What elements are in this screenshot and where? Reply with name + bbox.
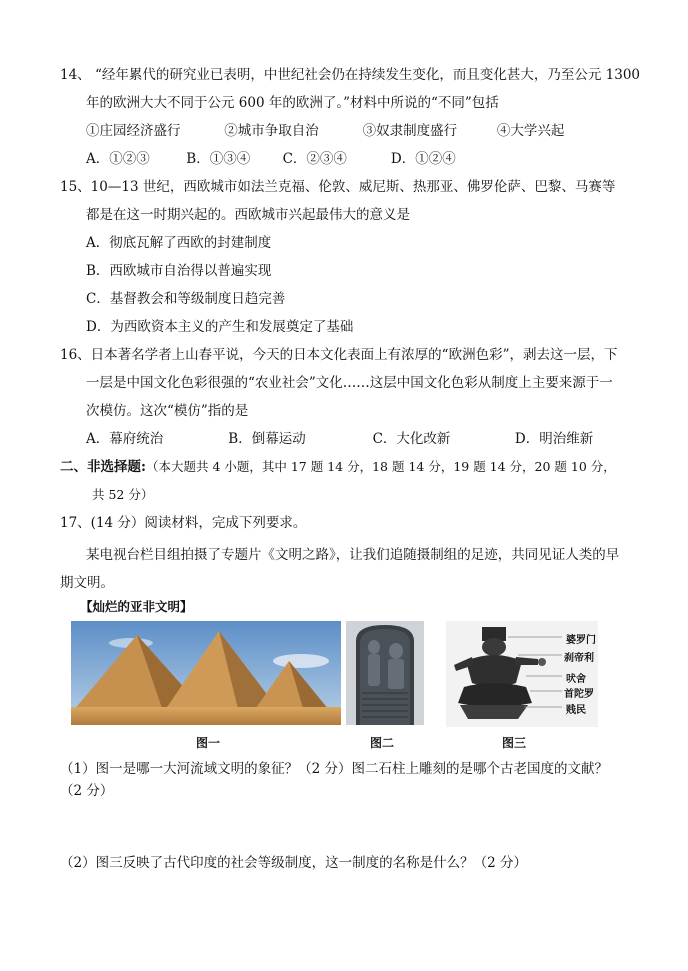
q16-stem-line3: 次模仿。这次“模仿”指的是 xyxy=(86,403,249,419)
q14-item-4: ④大学兴起 xyxy=(496,123,565,139)
figure-3-caption: 图三 xyxy=(502,736,527,750)
q16-option-c: C．大化改新 xyxy=(372,431,451,447)
q15-option-c: C．基督教会和等级制度日趋完善 xyxy=(86,291,286,307)
q14-option-c: C．②③④ xyxy=(282,151,347,167)
q15-stem-line1: 15、10—13 世纪，西欧城市如法兰克福、伦敦、威尼斯、热那亚、佛罗伦萨、巴黎、马赛等 xyxy=(60,179,616,195)
q14-item-3: ③奴隶制度盛行 xyxy=(362,123,458,139)
figure-2-stele-image xyxy=(346,621,424,725)
q15-option-a: A．彻底瓦解了西欧的封建制度 xyxy=(86,235,272,251)
q17-intro: 17、(14 分）阅读材料，完成下列要求。 xyxy=(60,515,307,531)
q15-stem-line2: 都是在这一时期兴起的。西欧城市兴起最伟大的意义是 xyxy=(86,207,410,223)
figure-2-caption: 图二 xyxy=(370,736,395,750)
caste-label-brahmin: 婆罗门 xyxy=(566,635,596,646)
q17-material-line2: 期文明。 xyxy=(60,575,114,591)
q17-section-title: 【灿烂的亚非文明】 xyxy=(80,599,193,614)
q16-option-a: A．幕府统治 xyxy=(86,431,164,447)
caste-label-shudra: 首陀罗 xyxy=(564,689,594,700)
q14-options xyxy=(86,150,456,168)
section2-heading: 二、非选择题: xyxy=(60,459,146,475)
q16-option-d: D．明治维新 xyxy=(514,431,594,447)
q14-option-b: B．①③④ xyxy=(186,151,251,167)
figure-1-caption: 图一 xyxy=(196,736,221,750)
section2-header xyxy=(60,458,616,476)
q16-options xyxy=(86,430,593,448)
q14-stem-line1: 14、 “经年累代的研究业已表明，中世纪社会仍在持续发生变化，而且变化甚大，乃至公元 1300 xyxy=(60,67,641,83)
q14-option-d: D．①②④ xyxy=(390,151,456,167)
q14-item-2: ②城市争取自治 xyxy=(224,123,319,139)
q17-material-line1: 某电视台栏目组拍摄了专题片《文明之路》，让我们追随摄制组的足迹，共同见证人类的早 xyxy=(86,547,620,563)
q14-items xyxy=(86,122,564,140)
q15-option-d: D．为西欧资本主义的产生和发展奠定了基础 xyxy=(86,319,354,335)
q16-stem-line1: 16、日本著名学者上山春平说，今天的日本文化表面上有浓厚的“欧洲色彩”，剥去这一层，下 xyxy=(60,347,618,363)
q16-option-b: B．倒幕运动 xyxy=(228,431,306,447)
caste-label-kshatriya: 刹帝利 xyxy=(564,653,594,664)
q14-item-1: ①庄园经济盛行 xyxy=(86,123,181,139)
figure-1-pyramids-image xyxy=(71,621,341,725)
q17-sub1-line2: （2 分） xyxy=(60,783,114,799)
figure-3-caste-image xyxy=(446,621,598,727)
q17-sub1-line1: （1）图一是哪一大河流域文明的象征？（2 分）图二石柱上雕刻的是哪个古老国度的文献？ xyxy=(60,761,608,777)
q14-option-a: A．①②③ xyxy=(86,151,150,167)
q17-sub2: （2）图三反映了古代印度的社会等级制度，这一制度的名称是什么？（2 分） xyxy=(60,855,527,871)
q15-option-b: B．西欧城市自治得以普遍实现 xyxy=(86,263,272,279)
q16-stem-line2: 一层是中国文化色彩很强的“农业社会”文化……这层中国文化色彩从制度上主要来源于一 xyxy=(86,375,613,391)
caste-label-vaishya: 吠舍 xyxy=(566,674,586,685)
q14-stem-line2: 年的欧洲大大不同于公元 600 年的欧洲了。”材料中所说的“不同”包括 xyxy=(86,95,499,111)
section2-desc-line1: （本大题共 4 小题，其中 17 题 14 分，18 题 14 分，19 题 14 分，20 题 10 分， xyxy=(145,459,616,474)
section2-desc-line2: 共 52 分） xyxy=(92,487,154,502)
caste-label-untouchable: 贱民 xyxy=(566,705,586,716)
